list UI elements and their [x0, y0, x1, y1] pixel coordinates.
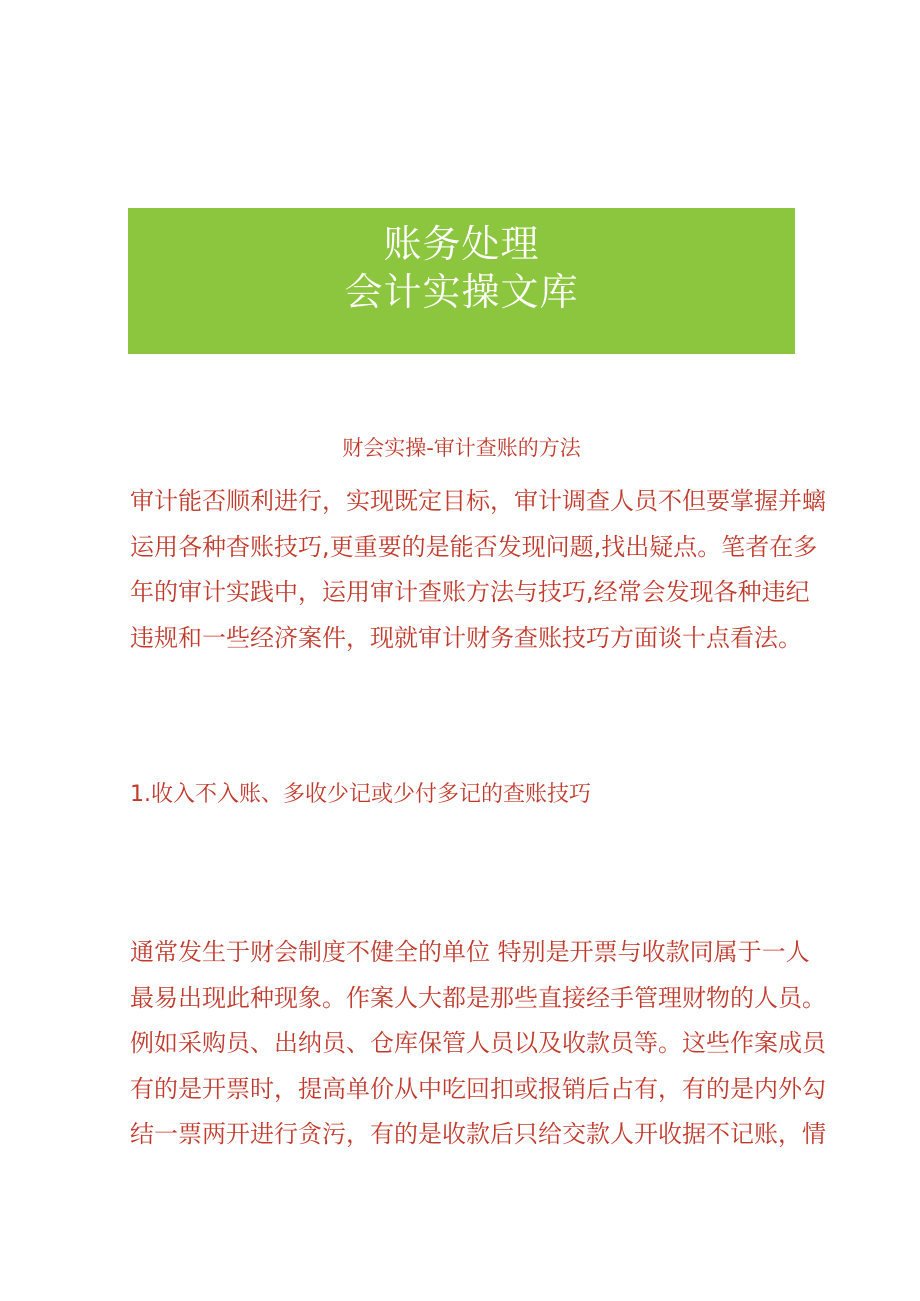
section-paragraph [130, 930, 826, 1158]
document-title: 财会实操-审计查账的方法 [342, 436, 581, 460]
banner-subtitle: 会计实操文库 [344, 270, 579, 314]
intro-line: 运用各种杳账技巧,更重要的是能否发现问题,找出疑点。笔者在多 [130, 532, 818, 561]
section-line: 例如采购员、出纳员、仓库保管人员以及收款员等。这些作案成员 [130, 1029, 826, 1057]
section-heading: 1.收入不入账、多收少记或少付多记的查账技巧 [130, 782, 591, 807]
intro-line: 审计能否顺利进行，实现既定目标，审计调查人员不但要掌握并螭 [130, 487, 826, 515]
intro-paragraph [130, 479, 826, 661]
intro-line: 年的审计实践中，运用审计查账方法与技巧,经常会发现各种违纪 [130, 578, 810, 606]
section-line: 最易出现此种现象。作案人大都是那些直接经手管理财物的人员。 [130, 983, 826, 1012]
title-banner [128, 208, 795, 354]
intro-line: 违规和一些经济案件，现就审计财务查账技巧方面谈十点看法。 [130, 623, 802, 652]
section-line: 通常发生于财会制度不健全的单位 特别是开票与收款同属于一人 [130, 938, 810, 966]
section-line: 有的是开票时，提高单价从中吃回扣或报销后占有，有的是内外勾 [130, 1074, 826, 1103]
section-line: 结一票两开进行贪污，有的是收款后只给交款人开收据不记账，情 [130, 1120, 826, 1148]
banner-title: 账务处理 [383, 222, 540, 266]
